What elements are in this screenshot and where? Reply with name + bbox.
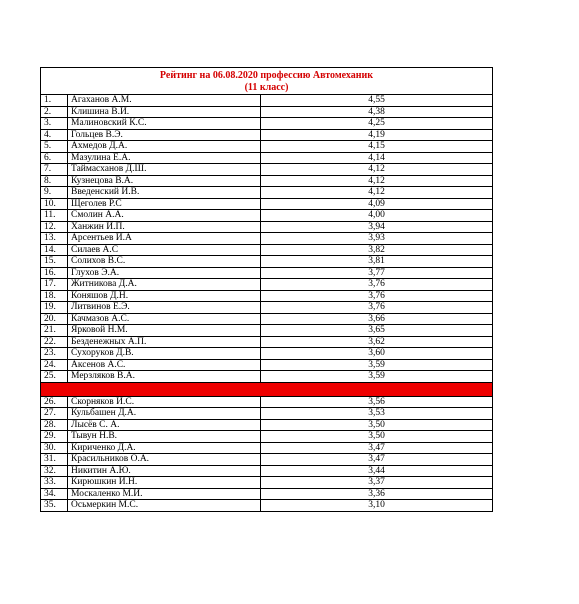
student-name: Аксенов А.С.	[68, 359, 261, 371]
rating-table-body	[41, 95, 492, 511]
student-name: Ханжин И.П.	[68, 221, 261, 233]
student-score: 3,77	[261, 267, 493, 279]
table-row	[41, 256, 492, 268]
table-row	[41, 396, 492, 408]
student-name: Малиновский К.С.	[68, 118, 261, 130]
table-row	[41, 164, 492, 176]
student-score: 3,53	[261, 408, 493, 420]
student-name: Ахмедов Д.А.	[68, 141, 261, 153]
student-score: 3,56	[261, 396, 493, 408]
student-name: Мерзляков В.А.	[68, 371, 261, 383]
row-number: 5.	[41, 141, 68, 153]
student-score: 3,62	[261, 336, 493, 348]
student-name: Москаленко М.И.	[68, 488, 261, 500]
row-number: 20.	[41, 313, 68, 325]
row-number: 17.	[41, 279, 68, 291]
row-number: 23.	[41, 348, 68, 360]
student-name: Безденежных А.П.	[68, 336, 261, 348]
student-name: Силаев А.С	[68, 244, 261, 256]
row-number: 22.	[41, 336, 68, 348]
table-row	[41, 141, 492, 153]
table-row	[41, 465, 492, 477]
row-number: 1.	[41, 95, 68, 106]
student-name: Таймасханов Д.Ш.	[68, 164, 261, 176]
rating-sheet	[40, 67, 493, 512]
row-number: 15.	[41, 256, 68, 268]
table-row	[41, 267, 492, 279]
student-name: Введенский И.В.	[68, 187, 261, 199]
table-row	[41, 221, 492, 233]
student-name: Коняшов Д.Н.	[68, 290, 261, 302]
student-score: 3,93	[261, 233, 493, 245]
cutoff-divider-row	[41, 382, 492, 396]
student-score: 3,76	[261, 302, 493, 314]
student-score: 3,47	[261, 442, 493, 454]
row-number: 27.	[41, 408, 68, 420]
table-row	[41, 187, 492, 199]
student-name: Тывун Н.В.	[68, 431, 261, 443]
table-row	[41, 371, 492, 383]
student-name: Кульбашен Д.А.	[68, 408, 261, 420]
student-score: 3,94	[261, 221, 493, 233]
student-score: 3,47	[261, 454, 493, 466]
student-score: 3,59	[261, 371, 493, 383]
student-score: 3,59	[261, 359, 493, 371]
row-number: 32.	[41, 465, 68, 477]
table-row	[41, 210, 492, 222]
student-score: 3,37	[261, 477, 493, 489]
row-number: 35.	[41, 500, 68, 511]
table-row	[41, 442, 492, 454]
page-title: Рейтинг на 06.08.2020 профессию Автомеханик	[159, 70, 374, 81]
table-row	[41, 95, 492, 106]
row-number: 2.	[41, 106, 68, 118]
student-score: 4,14	[261, 152, 493, 164]
student-name: Осьмеркин М.С.	[68, 500, 261, 511]
student-name: Арсентьев И.А	[68, 233, 261, 245]
table-header	[41, 68, 492, 95]
student-name: Никитин А.Ю.	[68, 465, 261, 477]
row-number: 11.	[41, 210, 68, 222]
student-name: Солихов В.С.	[68, 256, 261, 268]
row-number: 3.	[41, 118, 68, 130]
row-number: 30.	[41, 442, 68, 454]
table-row	[41, 279, 492, 291]
table-row	[41, 454, 492, 466]
student-name: Клишина В.И.	[68, 106, 261, 118]
row-number: 13.	[41, 233, 68, 245]
student-name: Качмазов А.С.	[68, 313, 261, 325]
table-row	[41, 419, 492, 431]
student-name: Гольцев В.Э.	[68, 129, 261, 141]
student-score: 3,50	[261, 419, 493, 431]
student-score: 3,50	[261, 431, 493, 443]
student-score: 4,12	[261, 164, 493, 176]
student-score: 4,19	[261, 129, 493, 141]
student-score: 3,44	[261, 465, 493, 477]
student-name: Литвинов Е.Э.	[68, 302, 261, 314]
student-name: Агаханов А.М.	[68, 95, 261, 106]
student-name: Сухоруков Д.В.	[68, 348, 261, 360]
student-name: Смолин А.А.	[68, 210, 261, 222]
row-number: 29.	[41, 431, 68, 443]
row-number: 33.	[41, 477, 68, 489]
student-name: Скорняков И.С.	[68, 396, 261, 408]
row-number: 6.	[41, 152, 68, 164]
student-score: 4,12	[261, 175, 493, 187]
table-row	[41, 129, 492, 141]
row-number: 9.	[41, 187, 68, 199]
table-row	[41, 118, 492, 130]
student-name: Мазулина Е.А.	[68, 152, 261, 164]
table-row	[41, 431, 492, 443]
student-name: Ярковой Н.М.	[68, 325, 261, 337]
student-name: Глухов Э.А.	[68, 267, 261, 279]
table-row	[41, 152, 492, 164]
table-row	[41, 175, 492, 187]
table-row	[41, 290, 492, 302]
cutoff-divider	[41, 382, 492, 396]
page-subtitle: (11 класс)	[244, 82, 289, 93]
row-number: 14.	[41, 244, 68, 256]
table-row	[41, 244, 492, 256]
student-score: 4,38	[261, 106, 493, 118]
student-name: Кириченко Д.А.	[68, 442, 261, 454]
table-row	[41, 488, 492, 500]
student-score: 4,55	[261, 95, 493, 106]
student-name: Щеголев Р.С	[68, 198, 261, 210]
student-name: Житникова Д.А.	[68, 279, 261, 291]
row-number: 10.	[41, 198, 68, 210]
table-row	[41, 302, 492, 314]
table-row	[41, 233, 492, 245]
student-score: 3,65	[261, 325, 493, 337]
table-row	[41, 198, 492, 210]
row-number: 8.	[41, 175, 68, 187]
student-name: Кирюшкин И.Н.	[68, 477, 261, 489]
student-score: 3,66	[261, 313, 493, 325]
table-row	[41, 325, 492, 337]
student-score: 4,09	[261, 198, 493, 210]
student-score: 3,36	[261, 488, 493, 500]
row-number: 16.	[41, 267, 68, 279]
student-score: 4,12	[261, 187, 493, 199]
table-row	[41, 336, 492, 348]
table-row	[41, 313, 492, 325]
row-number: 24.	[41, 359, 68, 371]
row-number: 31.	[41, 454, 68, 466]
student-score: 3,60	[261, 348, 493, 360]
row-number: 7.	[41, 164, 68, 176]
row-number: 25.	[41, 371, 68, 383]
row-number: 18.	[41, 290, 68, 302]
row-number: 21.	[41, 325, 68, 337]
row-number: 28.	[41, 419, 68, 431]
student-score: 3,76	[261, 279, 493, 291]
table-row	[41, 500, 492, 511]
rating-table	[41, 95, 492, 511]
student-name: Кузнецова В.А.	[68, 175, 261, 187]
table-row	[41, 408, 492, 420]
student-score: 4,00	[261, 210, 493, 222]
student-name: Красильников О.А.	[68, 454, 261, 466]
row-number: 34.	[41, 488, 68, 500]
row-number: 19.	[41, 302, 68, 314]
table-row	[41, 477, 492, 489]
student-score: 3,76	[261, 290, 493, 302]
student-score: 3,81	[261, 256, 493, 268]
student-score: 3,10	[368, 500, 385, 511]
row-number: 12.	[41, 221, 68, 233]
table-row	[41, 106, 492, 118]
student-name: Лысёв С. А.	[68, 419, 261, 431]
table-row	[41, 348, 492, 360]
student-score: 4,15	[261, 141, 493, 153]
student-score: 4,25	[261, 118, 493, 130]
table-row	[41, 359, 492, 371]
row-number: 26.	[41, 396, 68, 408]
student-score: 3,82	[261, 244, 493, 256]
row-number: 4.	[41, 129, 68, 141]
